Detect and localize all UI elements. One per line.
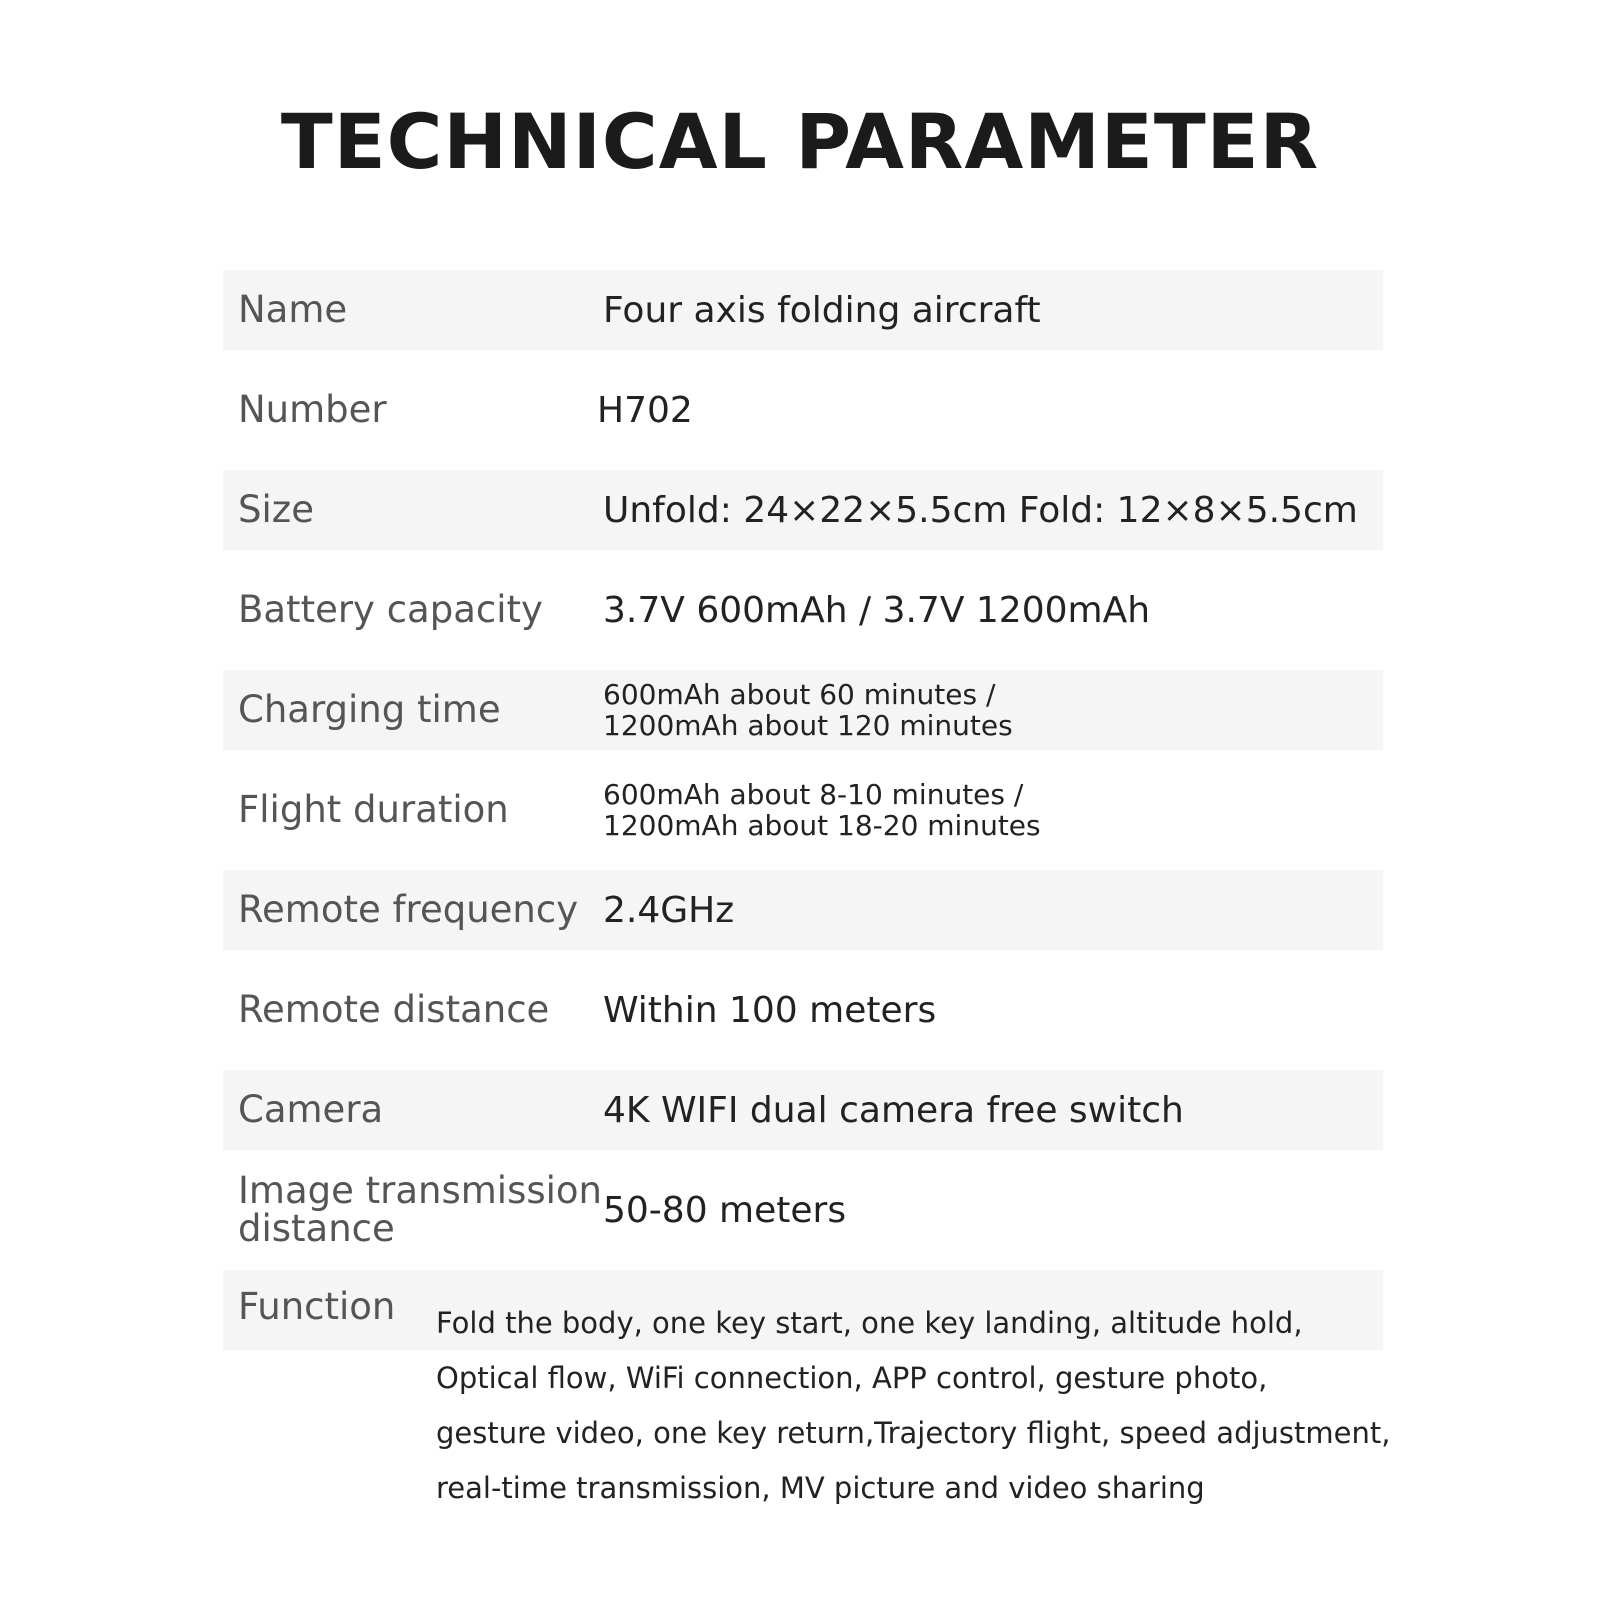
table-row-camera	[223, 1070, 1383, 1150]
table-row-flight-duration	[223, 770, 1383, 850]
function-line: Fold the body, one key start, one key landing, altitude hold,	[436, 1306, 1303, 1340]
function-line: gesture video, one key return,Trajectory flight, speed adjustment,	[436, 1416, 1391, 1450]
page-title: TECHNICAL PARAMETER	[280, 97, 1320, 186]
row-label: Size	[238, 488, 314, 531]
row-label	[238, 1170, 602, 1250]
table-row-remote-distance	[223, 970, 1383, 1050]
function-description	[436, 1296, 1396, 1516]
row-value: 3.7V 600mAh / 3.7V 1200mAh	[603, 589, 1151, 631]
parameter-table	[223, 270, 1391, 1505]
table-row-battery-capacity	[223, 570, 1383, 650]
row-value: H702	[597, 389, 693, 431]
row-value: Unfold: 24×22×5.5cm Fold: 12×8×5.5cm	[603, 489, 1358, 531]
table-row-charging-time	[223, 670, 1383, 750]
row-label: Function	[238, 1285, 396, 1328]
table-row-size	[223, 470, 1383, 550]
row-value-line: 1200mAh about 18-20 minutes	[603, 809, 1041, 842]
row-value: Within 100 meters	[603, 989, 937, 1031]
row-value: Four axis folding aircraft	[603, 289, 1041, 331]
row-label: Number	[238, 388, 387, 431]
row-label: Remote distance	[238, 988, 550, 1031]
table-row-image-transmission-distance	[223, 1170, 1383, 1250]
row-value-line: 600mAh about 8-10 minutes /	[603, 778, 1024, 811]
row-value: 2.4GHz	[603, 889, 735, 931]
row-label: Battery capacity	[238, 588, 543, 631]
row-label: Flight duration	[238, 788, 509, 831]
table-row-remote-frequency	[223, 870, 1383, 950]
row-value	[603, 770, 1041, 850]
function-line: Optical flow, WiFi connection, APP control, gesture photo,	[436, 1361, 1268, 1395]
function-line: real-time transmission, MV picture and video sharing	[436, 1471, 1205, 1505]
row-label: Camera	[238, 1088, 384, 1131]
row-label-line: Image transmission	[238, 1169, 603, 1212]
table-row-number	[223, 370, 1383, 450]
table-row-function	[223, 1270, 1391, 1505]
row-label: Charging time	[238, 688, 501, 731]
row-label: Remote frequency	[238, 888, 579, 931]
row-label-line: distance	[238, 1207, 395, 1250]
row-value: 50-80 meters	[603, 1189, 847, 1231]
row-label: Name	[238, 288, 348, 331]
row-value-line: 1200mAh about 120 minutes	[603, 709, 1013, 742]
table-row-name	[223, 270, 1383, 350]
row-value: 4K WIFI dual camera free switch	[603, 1089, 1184, 1131]
row-value-line: 600mAh about 60 minutes /	[603, 678, 996, 711]
row-value	[603, 670, 1013, 750]
